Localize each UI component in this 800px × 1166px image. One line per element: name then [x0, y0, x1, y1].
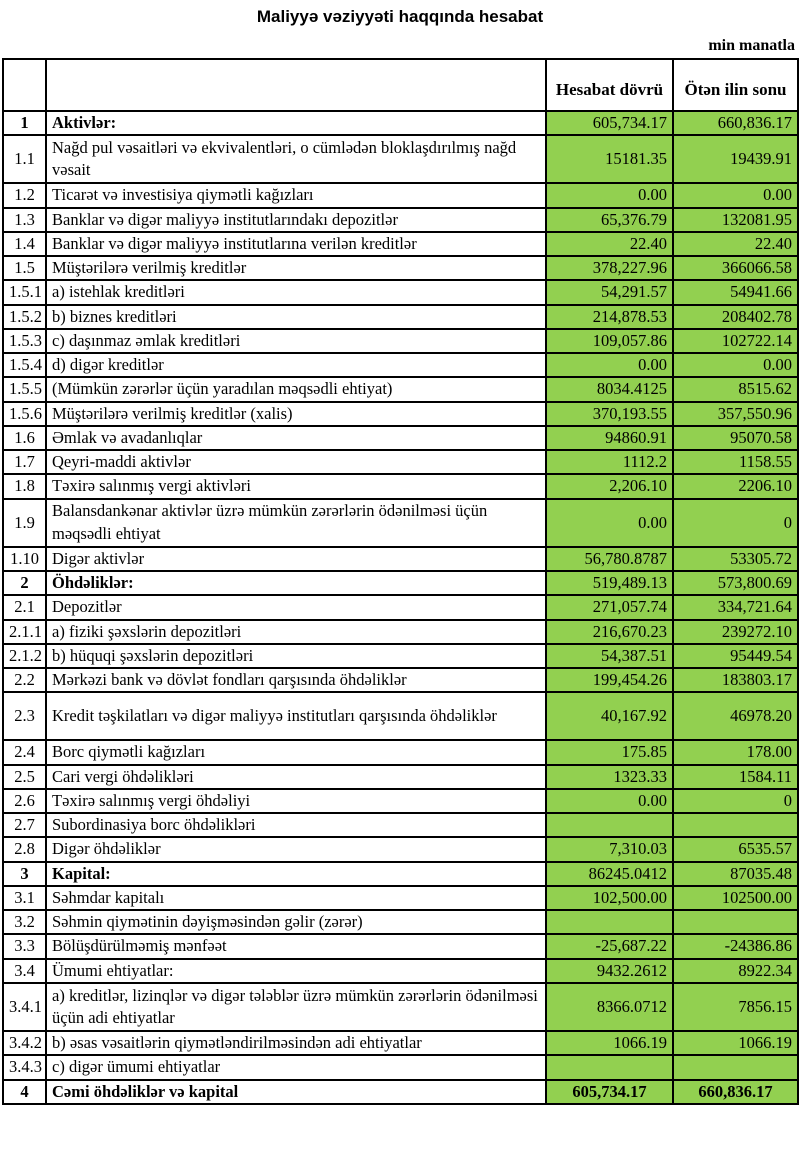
- row-number-cell: 3: [3, 862, 46, 886]
- row-label-cell: Bölüşdürülməmiş mənfəət: [46, 934, 546, 958]
- row-label-cell: b) biznes kreditləri: [46, 305, 546, 329]
- value-prev-cell: 53305.72: [673, 547, 798, 571]
- value-prev-cell: 1584.11: [673, 765, 798, 789]
- value-prev-cell: 46978.20: [673, 692, 798, 740]
- value-period-cell: 605,734.17: [546, 1080, 673, 1104]
- row-number-cell: 3.4.2: [3, 1031, 46, 1055]
- row-label-cell: Digər aktivlər: [46, 547, 546, 571]
- value-prev-cell: 357,550.96: [673, 402, 798, 426]
- row-label-cell: Cəmi öhdəliklər və kapital: [46, 1080, 546, 1104]
- value-period-cell: 0.00: [546, 499, 673, 547]
- value-period-cell: 109,057.86: [546, 329, 673, 353]
- row-number-cell: 1.5.5: [3, 377, 46, 401]
- row-number-cell: 1.9: [3, 499, 46, 547]
- value-prev-cell: 1158.55: [673, 450, 798, 474]
- value-prev-cell: 132081.95: [673, 208, 798, 232]
- table-row-1.5.2: [3, 305, 798, 329]
- value-period-cell: 370,193.55: [546, 402, 673, 426]
- table-row-1.2: [3, 183, 798, 207]
- value-prev-cell: 178.00: [673, 740, 798, 764]
- value-prev-cell: -24386.86: [673, 934, 798, 958]
- value-prev-cell: [673, 910, 798, 934]
- row-number-cell: 2.1.1: [3, 620, 46, 644]
- value-prev-cell: 95449.54: [673, 644, 798, 668]
- header-description: [46, 59, 546, 111]
- row-label-cell: b) əsas vəsaitlərin qiymətləndirilməsindən adi ehtiyatlar: [46, 1031, 546, 1055]
- table-row-1.7: [3, 450, 798, 474]
- row-label-cell: Əmlak və avadanlıqlar: [46, 426, 546, 450]
- table-row-3.4.1: [3, 983, 798, 1031]
- row-number-cell: 1.3: [3, 208, 46, 232]
- row-label-cell: Təxirə salınmış vergi öhdəliyi: [46, 789, 546, 813]
- row-number-cell: 1.5.4: [3, 353, 46, 377]
- table-row-3.4.2: [3, 1031, 798, 1055]
- row-label-cell: Subordinasiya borc öhdəlikləri: [46, 813, 546, 837]
- value-period-cell: 54,387.51: [546, 644, 673, 668]
- row-number-cell: 1.2: [3, 183, 46, 207]
- row-number-cell: 2.3: [3, 692, 46, 740]
- table-row-1.5.1: [3, 280, 798, 304]
- row-number-cell: 1.4: [3, 232, 46, 256]
- table-row-3.3: [3, 934, 798, 958]
- value-period-cell: 2,206.10: [546, 474, 673, 498]
- row-number-cell: 1.6: [3, 426, 46, 450]
- table-row-1.1: [3, 135, 798, 183]
- value-prev-cell: 102500.00: [673, 886, 798, 910]
- table-row-1.8: [3, 474, 798, 498]
- row-label-cell: Təxirə salınmış vergi aktivləri: [46, 474, 546, 498]
- row-number-cell: 1.5.2: [3, 305, 46, 329]
- value-prev-cell: 95070.58: [673, 426, 798, 450]
- value-prev-cell: 1066.19: [673, 1031, 798, 1055]
- value-prev-cell: 208402.78: [673, 305, 798, 329]
- row-label-cell: Aktivlər:: [46, 111, 546, 135]
- table-row-2.1: [3, 595, 798, 619]
- table-row-3.2: [3, 910, 798, 934]
- header-reporting-period: Hesabat dövrü: [546, 59, 673, 111]
- value-period-cell: 0.00: [546, 353, 673, 377]
- table-header-row: [3, 59, 798, 111]
- table-row-1: [3, 111, 798, 135]
- value-period-cell: 65,376.79: [546, 208, 673, 232]
- row-label-cell: Nağd pul vəsaitləri və ekvivalentləri, o cümlədən bloklaşdırılmış nağd vəsait: [46, 135, 546, 183]
- value-prev-cell: 573,800.69: [673, 571, 798, 595]
- row-label-cell: c) digər ümumi ehtiyatlar: [46, 1055, 546, 1079]
- row-number-cell: 2.2: [3, 668, 46, 692]
- value-period-cell: 86245.0412: [546, 862, 673, 886]
- row-number-cell: 1.8: [3, 474, 46, 498]
- row-label-cell: Müştərilərə verilmiş kreditlər: [46, 256, 546, 280]
- table-row-1.5.3: [3, 329, 798, 353]
- value-prev-cell: [673, 1055, 798, 1079]
- row-label-cell: d) digər kreditlər: [46, 353, 546, 377]
- table-row-1.9: [3, 499, 798, 547]
- table-row-2.1.2: [3, 644, 798, 668]
- value-period-cell: 7,310.03: [546, 837, 673, 861]
- value-period-cell: 8034.4125: [546, 377, 673, 401]
- table-row-2.6: [3, 789, 798, 813]
- table-row-2.7: [3, 813, 798, 837]
- row-number-cell: 3.4.1: [3, 983, 46, 1031]
- value-period-cell: 378,227.96: [546, 256, 673, 280]
- value-period-cell: 1066.19: [546, 1031, 673, 1055]
- row-number-cell: 1.1: [3, 135, 46, 183]
- value-prev-cell: 8515.62: [673, 377, 798, 401]
- row-number-cell: 1.10: [3, 547, 46, 571]
- row-number-cell: 2.4: [3, 740, 46, 764]
- row-number-cell: 3.2: [3, 910, 46, 934]
- row-label-cell: a) fiziki şəxslərin depozitləri: [46, 620, 546, 644]
- value-period-cell: 40,167.92: [546, 692, 673, 740]
- value-period-cell: 102,500.00: [546, 886, 673, 910]
- row-number-cell: 1.5: [3, 256, 46, 280]
- row-number-cell: 2.7: [3, 813, 46, 837]
- table-row-1.10: [3, 547, 798, 571]
- table-row-4: [3, 1080, 798, 1104]
- table-row-3.4.3: [3, 1055, 798, 1079]
- row-number-cell: 1.5.3: [3, 329, 46, 353]
- value-prev-cell: 660,836.17: [673, 111, 798, 135]
- value-prev-cell: 102722.14: [673, 329, 798, 353]
- value-period-cell: 519,489.13: [546, 571, 673, 595]
- row-label-cell: c) daşınmaz əmlak kreditləri: [46, 329, 546, 353]
- row-number-cell: 3.3: [3, 934, 46, 958]
- row-label-cell: Kredit təşkilatları və digər maliyyə institutları qarşısında öhdəliklər: [46, 692, 546, 740]
- header-row-number: [3, 59, 46, 111]
- value-period-cell: 8366.0712: [546, 983, 673, 1031]
- row-label-cell: Depozitlər: [46, 595, 546, 619]
- table-row-2.5: [3, 765, 798, 789]
- table-row-3.1: [3, 886, 798, 910]
- value-prev-cell: 7856.15: [673, 983, 798, 1031]
- value-prev-cell: 0.00: [673, 183, 798, 207]
- value-prev-cell: 8922.34: [673, 959, 798, 983]
- value-period-cell: 214,878.53: [546, 305, 673, 329]
- value-period-cell: -25,687.22: [546, 934, 673, 958]
- value-prev-cell: 22.40: [673, 232, 798, 256]
- value-prev-cell: 6535.57: [673, 837, 798, 861]
- value-period-cell: 0.00: [546, 789, 673, 813]
- row-number-cell: 1.7: [3, 450, 46, 474]
- table-row-1.6: [3, 426, 798, 450]
- value-prev-cell: 87035.48: [673, 862, 798, 886]
- row-number-cell: 3.1: [3, 886, 46, 910]
- value-prev-cell: 54941.66: [673, 280, 798, 304]
- row-label-cell: Banklar və digər maliyyə institutlarına verilən kreditlər: [46, 232, 546, 256]
- row-label-cell: (Mümkün zərərlər üçün yaradılan məqsədli ehtiyat): [46, 377, 546, 401]
- table-row-1.5.6: [3, 402, 798, 426]
- row-label-cell: Balansdankənar aktivlər üzrə mümkün zərərlərin ödənilməsi üçün məqsədli ehtiyat: [46, 499, 546, 547]
- row-label-cell: Borc qiymətli kağızları: [46, 740, 546, 764]
- row-number-cell: 3.4: [3, 959, 46, 983]
- table-row-3.4: [3, 959, 798, 983]
- row-label-cell: b) hüquqi şəxslərin depozitləri: [46, 644, 546, 668]
- value-period-cell: 22.40: [546, 232, 673, 256]
- value-prev-cell: 2206.10: [673, 474, 798, 498]
- row-number-cell: 2.1: [3, 595, 46, 619]
- row-label-cell: Banklar və digər maliyyə institutlarındakı depozitlər: [46, 208, 546, 232]
- value-period-cell: 54,291.57: [546, 280, 673, 304]
- row-number-cell: 2.8: [3, 837, 46, 861]
- value-prev-cell: 366066.58: [673, 256, 798, 280]
- value-period-cell: 605,734.17: [546, 111, 673, 135]
- table-row-2.3: [3, 692, 798, 740]
- row-label-cell: a) kreditlər, lizinqlər və digər tələblər üzrə mümkün zərərlərin ödənilməsi üçün adi ehtiyatlar: [46, 983, 546, 1031]
- unit-note: min manatla: [708, 37, 795, 54]
- value-period-cell: 56,780.8787: [546, 547, 673, 571]
- row-label-cell: Öhdəliklər:: [46, 571, 546, 595]
- value-prev-cell: 239272.10: [673, 620, 798, 644]
- value-prev-cell: 0: [673, 499, 798, 547]
- row-label-cell: Mərkəzi bank və dövlət fondları qarşısında öhdəliklər: [46, 668, 546, 692]
- row-label-cell: Digər öhdəliklər: [46, 837, 546, 861]
- table-row-1.4: [3, 232, 798, 256]
- financial-position-table: [2, 58, 799, 1105]
- row-number-cell: 4: [3, 1080, 46, 1104]
- row-label-cell: Kapital:: [46, 862, 546, 886]
- value-prev-cell: 0: [673, 789, 798, 813]
- row-number-cell: 2.5: [3, 765, 46, 789]
- row-label-cell: Müştərilərə verilmiş kreditlər (xalis): [46, 402, 546, 426]
- value-period-cell: 9432.2612: [546, 959, 673, 983]
- table-row-2: [3, 571, 798, 595]
- row-number-cell: 2.1.2: [3, 644, 46, 668]
- row-label-cell: a) istehlak kreditləri: [46, 280, 546, 304]
- row-number-cell: 2.6: [3, 789, 46, 813]
- table-row-2.8: [3, 837, 798, 861]
- table-row-1.3: [3, 208, 798, 232]
- value-prev-cell: 0.00: [673, 353, 798, 377]
- value-period-cell: 175.85: [546, 740, 673, 764]
- value-period-cell: 1112.2: [546, 450, 673, 474]
- value-period-cell: 0.00: [546, 183, 673, 207]
- value-prev-cell: 660,836.17: [673, 1080, 798, 1104]
- value-prev-cell: [673, 813, 798, 837]
- table-row-2.4: [3, 740, 798, 764]
- value-period-cell: 199,454.26: [546, 668, 673, 692]
- value-prev-cell: 334,721.64: [673, 595, 798, 619]
- row-number-cell: 3.4.3: [3, 1055, 46, 1079]
- value-prev-cell: 183803.17: [673, 668, 798, 692]
- table-row-1.5.5: [3, 377, 798, 401]
- table-row-3: [3, 862, 798, 886]
- row-label-cell: Qeyri-maddi aktivlər: [46, 450, 546, 474]
- value-period-cell: 94860.91: [546, 426, 673, 450]
- row-label-cell: Səhmin qiymətinin dəyişməsindən gəlir (zərər): [46, 910, 546, 934]
- row-number-cell: 1.5.1: [3, 280, 46, 304]
- row-label-cell: Ümumi ehtiyatlar:: [46, 959, 546, 983]
- row-label-cell: Cari vergi öhdəlikləri: [46, 765, 546, 789]
- value-period-cell: 1323.33: [546, 765, 673, 789]
- row-label-cell: Ticarət və investisiya qiymətli kağızları: [46, 183, 546, 207]
- table-row-1.5.4: [3, 353, 798, 377]
- value-prev-cell: 19439.91: [673, 135, 798, 183]
- header-previous-year-end: Ötən ilin sonu: [673, 59, 798, 111]
- value-period-cell: [546, 910, 673, 934]
- page-title: Maliyyə vəziyyəti haqqında hesabat: [256, 7, 544, 26]
- value-period-cell: 15181.35: [546, 135, 673, 183]
- row-number-cell: 1.5.6: [3, 402, 46, 426]
- row-number-cell: 1: [3, 111, 46, 135]
- value-period-cell: 271,057.74: [546, 595, 673, 619]
- row-label-cell: Səhmdar kapitalı: [46, 886, 546, 910]
- value-period-cell: 216,670.23: [546, 620, 673, 644]
- table-row-1.5: [3, 256, 798, 280]
- row-number-cell: 2: [3, 571, 46, 595]
- table-body: [3, 111, 798, 1104]
- value-period-cell: [546, 813, 673, 837]
- table-row-2.1.1: [3, 620, 798, 644]
- table-row-2.2: [3, 668, 798, 692]
- value-period-cell: [546, 1055, 673, 1079]
